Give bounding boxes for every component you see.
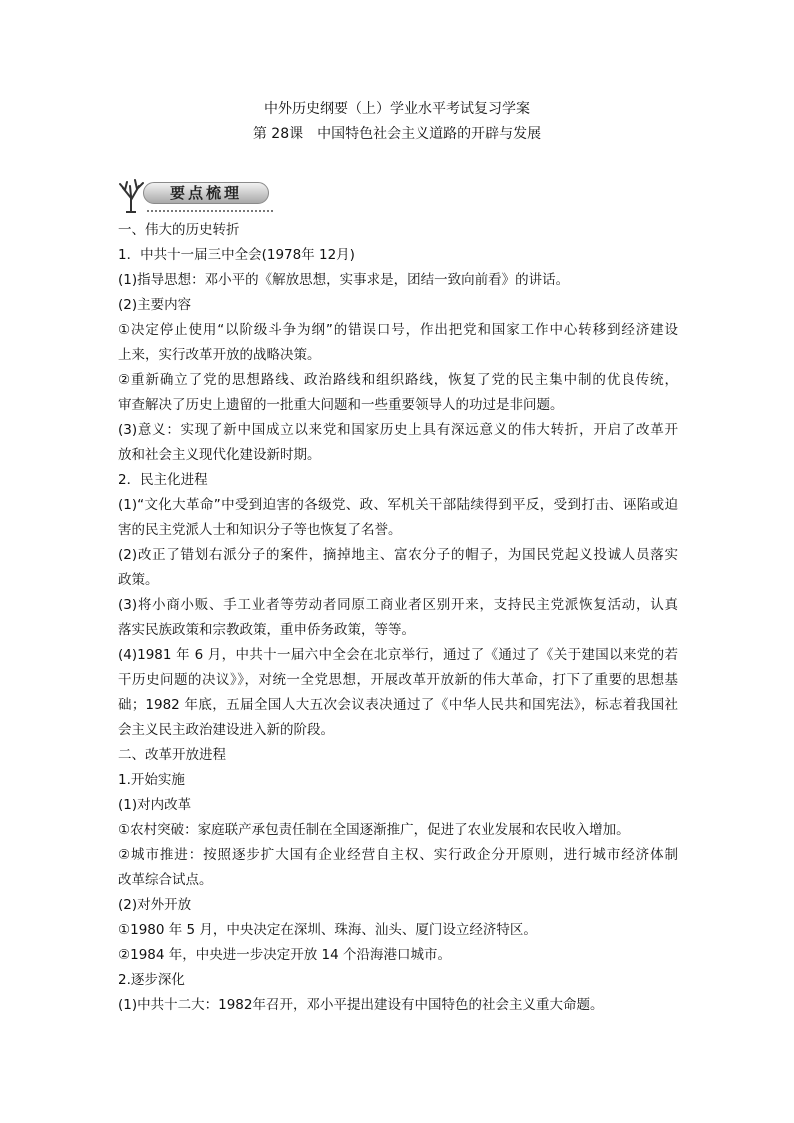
section-divider xyxy=(147,210,273,212)
text-line: 审查解决了历史上遗留的一批重大问题和一些重要领导人的功过是非问题。 xyxy=(118,397,564,413)
text-line: 干历史问题的决议》》，对统一全党思想，开展改革开放新的伟大革命，打下了重要的思想基 xyxy=(118,672,678,688)
text-line: ②重新确立了党的思想路线、政治路线和组织路线，恢复了党的民主集中制的优良传统， xyxy=(118,372,678,388)
text-line: 政策。 xyxy=(118,572,159,588)
text-line: 改革综合试点。 xyxy=(118,872,213,888)
text-line: 础；1982 年底，五届全国人大五次会议表决通过了《中华人民共和国宪法》，标志着我国社 xyxy=(118,697,678,713)
subsection-heading: 1．中共十一届三中全会(1978年 12月) xyxy=(118,247,355,263)
text-line: (2)对外开放 xyxy=(118,897,192,913)
document-title: 中外历史纲要（上）学业水平考试复习学案 xyxy=(264,101,530,117)
text-line: ①决定停止使用“以阶级斗争为纲”的错误口号，作出把党和国家工作中心转移到经济建设 xyxy=(118,322,678,338)
lesson-title: 第 28课 中国特色社会主义道路的开辟与发展 xyxy=(252,126,542,142)
document-body xyxy=(118,218,678,1018)
text-line: (2)主要内容 xyxy=(118,297,192,313)
text-line: (3)意义：实现了新中国成立以来党和国家历史上具有深远意义的伟大转折，开启了改革开 xyxy=(118,422,678,438)
text-line: 落实民族政策和宗教政策，重申侨务政策，等等。 xyxy=(118,622,415,638)
section-heading: 一、伟大的历史转折 xyxy=(118,222,240,238)
text-line: 害的民主党派人士和知识分子等也恢复了名誉。 xyxy=(118,522,402,538)
subsection-heading: 2．民主化进程 xyxy=(118,472,208,488)
text-line: 上来，实行改革开放的战略决策。 xyxy=(118,347,321,363)
text-line: 放和社会主义现代化建设新时期。 xyxy=(118,447,321,463)
text-line: ②1984 年，中央进一步决定开放 14 个沿海港口城市。 xyxy=(118,947,452,963)
section-heading: 二、改革开放进程 xyxy=(118,747,226,763)
text-line: (1)“文化大革命”中受到迫害的各级党、政、军机关干部陆续得到平反，受到打击、诬陷或迫 xyxy=(118,497,678,513)
text-line: (1)对内改革 xyxy=(118,797,192,813)
text-line: ①农村突破：家庭联产承包责任制在全国逐渐推广，促进了农业发展和农民收入增加。 xyxy=(118,822,630,838)
subsection-heading: 1.开始实施 xyxy=(118,772,185,788)
section-badge xyxy=(117,174,273,214)
text-line: ①1980 年 5 月，中央决定在深圳、珠海、汕头、厦门设立经济特区。 xyxy=(118,922,537,938)
text-line: 会主义民主政治建设进入新的阶段。 xyxy=(118,722,334,738)
section-badge-label: 要点梳理 xyxy=(169,184,242,202)
text-line: (1)中共十二大：1982年召开，邓小平提出建设有中国特色的社会主义重大命题。 xyxy=(118,997,604,1013)
text-line: (1)指导思想：邓小平的《解放思想，实事求是，团结一致向前看》的讲话。 xyxy=(118,272,570,288)
text-line: ②城市推进：按照逐步扩大国有企业经营自主权、实行政企分开原则，进行城市经济体制 xyxy=(118,847,678,863)
text-line: (4)1981 年 6 月，中共十一届六中全会在北京举行，通过了《通过了《关于建国以来党的若 xyxy=(118,647,678,663)
text-line: (2)改正了错划右派分子的案件，摘掉地主、富农分子的帽子，为国民党起义投诚人员落实 xyxy=(118,547,678,563)
text-line: (3)将小商小贩、手工业者等劳动者同原工商业者区别开来，支持民主党派恢复活动，认真 xyxy=(118,597,678,613)
subsection-heading: 2.逐步深化 xyxy=(118,972,185,988)
